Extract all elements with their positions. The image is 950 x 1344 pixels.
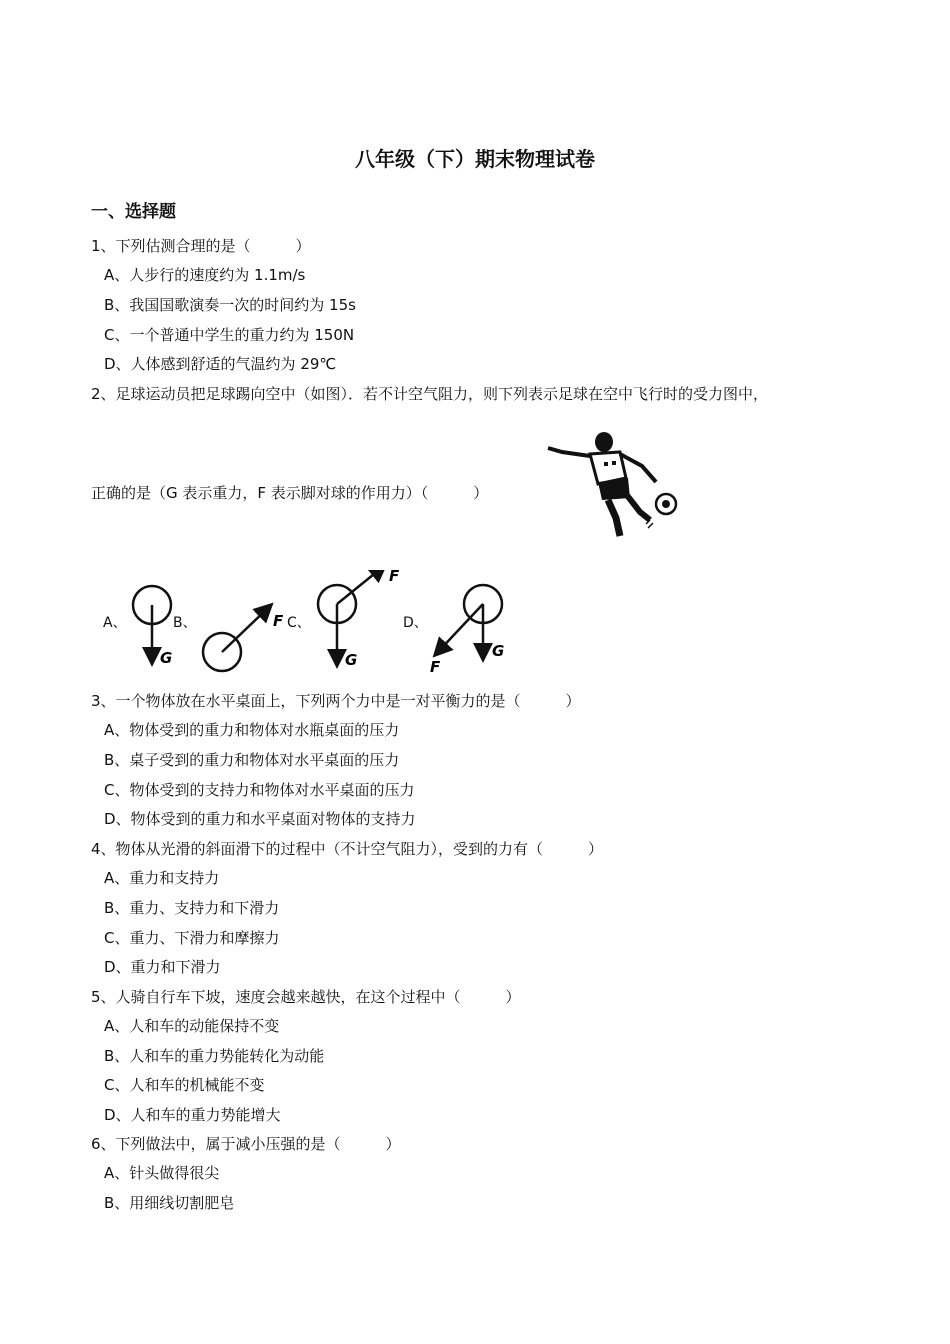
question-2-stem-continued: 正确的是（G 表示重力，F 表示脚对球的作用力）（ ）	[91, 484, 489, 502]
figure-label-c: C、	[287, 615, 311, 631]
question-1-option-c: C、一个普通中学生的重力约为 150N	[104, 326, 355, 344]
question-6-stem: 6、下列做法中，属于减小压强的是（ ）	[91, 1135, 401, 1153]
force-diagram-b	[203, 606, 284, 671]
question-1-option-b: B、我国国歌演奏一次的时间约为 15s	[104, 296, 356, 314]
section-heading: 一、选择题	[91, 202, 176, 222]
question-3-option-a: A、物体受到的重力和物体对水瓶桌面的压力	[104, 721, 400, 739]
question-5-option-c: C、人和车的机械能不变	[104, 1076, 265, 1094]
question-2-stem: 2、足球运动员把足球踢向空中（如图）．若不计空气阻力，则下列表示足球在空中飞行时的受力图中，	[91, 385, 769, 403]
force-diagram-a	[133, 586, 172, 667]
question-1-option-a: A、人步行的速度约为 1.1m/s	[104, 266, 306, 284]
force-b-f: F	[273, 612, 284, 630]
question-1-option-d: D、人体感到舒适的气温约为 29℃	[104, 355, 337, 373]
force-diagram-d	[430, 585, 504, 676]
figure-label-b: B、	[173, 615, 197, 631]
question-5-option-a: A、人和车的动能保持不变	[104, 1017, 280, 1035]
question-4-option-b: B、重力、支持力和下滑力	[104, 899, 280, 917]
question-3-option-c: C、物体受到的支持力和物体对水平桌面的压力	[104, 781, 415, 799]
question-1-stem: 1、下列估测合理的是（ ）	[91, 237, 311, 255]
question-6-option-b: B、用细线切割肥皂	[104, 1194, 235, 1212]
figure-label-a: A、	[103, 615, 127, 631]
soccer-player-illustration	[542, 428, 682, 543]
force-a-g: G	[160, 649, 173, 667]
question-6-option-a: A、针头做得很尖	[104, 1164, 220, 1182]
question-4-option-d: D、重力和下滑力	[104, 958, 221, 976]
question-4-option-a: A、重力和支持力	[104, 869, 220, 887]
question-5-stem: 5、人骑自行车下坡，速度会越来越快，在这个过程中（ ）	[91, 988, 521, 1006]
force-c-g: G	[345, 651, 358, 669]
question-3-stem: 3、一个物体放在水平桌面上，下列两个力中是一对平衡力的是（ ）	[91, 692, 581, 710]
question-4-option-c: C、重力、下滑力和摩擦力	[104, 929, 280, 947]
force-d-f: F	[430, 658, 441, 676]
question-5-option-b: B、人和车的重力势能转化为动能	[104, 1047, 325, 1065]
force-diagrams	[120, 570, 520, 680]
question-3-option-d: D、物体受到的重力和水平桌面对物体的支持力	[104, 810, 416, 828]
question-3-option-b: B、桌子受到的重力和物体对水平桌面的压力	[104, 751, 400, 769]
figure-label-d: D、	[403, 615, 428, 631]
page-title: 八年级（下）期末物理试卷	[355, 147, 595, 171]
force-d-g: G	[492, 642, 505, 660]
question-4-stem: 4、物体从光滑的斜面滑下的过程中（不计空气阻力），受到的力有（ ）	[91, 840, 604, 858]
question-5-option-d: D、人和车的重力势能增大	[104, 1106, 281, 1124]
force-c-f: F	[389, 570, 400, 585]
force-diagram-c	[318, 570, 400, 669]
